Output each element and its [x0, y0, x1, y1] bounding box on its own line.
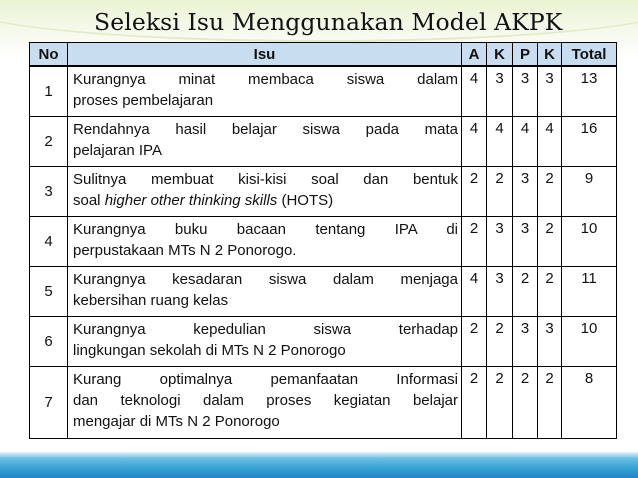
- score-k1: 2: [487, 316, 513, 366]
- score-a: 4: [462, 116, 487, 166]
- issue-text-line: dan teknologi dalam proses kegiatan belajar: [73, 391, 458, 409]
- row-number: 3: [30, 166, 68, 216]
- issue-cell: [68, 366, 462, 438]
- score-p: 3: [513, 316, 538, 366]
- col-header-k1: K: [487, 43, 513, 67]
- akpk-table: [29, 42, 617, 439]
- score-total: 8: [562, 366, 617, 438]
- col-header-no: No: [30, 43, 68, 67]
- score-total: 13: [562, 66, 617, 116]
- issue-text-line: perpustakaan MTs N 2 Ponorogo.: [73, 241, 297, 259]
- issue-text-line: lingkungan sekolah di MTs N 2 Ponorogo: [73, 341, 346, 359]
- score-k2: 2: [538, 166, 562, 216]
- col-header-total: Total: [562, 43, 617, 67]
- score-k1: 3: [487, 66, 513, 116]
- row-number: 2: [30, 116, 68, 166]
- score-k2: 2: [538, 216, 562, 266]
- issue-cell: [68, 116, 462, 166]
- score-a: 2: [462, 166, 487, 216]
- score-k2: 3: [538, 66, 562, 116]
- issue-text-line: Rendahnya hasil belajar siswa pada mata: [73, 120, 458, 138]
- issue-text-line: kebersihan ruang kelas: [73, 291, 229, 309]
- row-number: 4: [30, 216, 68, 266]
- issue-text-line: proses pembelajaran: [73, 92, 214, 109]
- row-number: 7: [30, 366, 68, 438]
- issue-cell: [68, 166, 462, 216]
- table-header-row: [30, 43, 617, 67]
- score-k2: 3: [538, 316, 562, 366]
- score-total: 11: [562, 266, 617, 316]
- issue-text-line: Kurangnya buku bacaan tentang IPA di: [73, 220, 458, 238]
- issue-cell: [68, 266, 462, 316]
- score-a: 2: [462, 316, 487, 366]
- score-total: 10: [562, 316, 617, 366]
- score-p: 4: [513, 116, 538, 166]
- issue-text-line: Kurang optimalnya pemanfaatan Informasi: [73, 370, 458, 388]
- issue-text-line: Sulitnya membuat kisi-kisi soal dan bentuk: [73, 170, 458, 188]
- issue-text-line: Kurangnya kepedulian siswa terhadap: [73, 320, 458, 338]
- score-total: 9: [562, 166, 617, 216]
- score-k2: 4: [538, 116, 562, 166]
- score-k2: 2: [538, 266, 562, 316]
- row-number: 1: [30, 66, 68, 116]
- score-k1: 3: [487, 266, 513, 316]
- score-a: 4: [462, 66, 487, 116]
- col-header-isu: Isu: [68, 43, 462, 67]
- table-row: [30, 366, 617, 438]
- score-p: 3: [513, 216, 538, 266]
- score-k2: 2: [538, 366, 562, 438]
- score-p: 2: [513, 366, 538, 438]
- score-a: 2: [462, 216, 487, 266]
- issue-text-line: mengajar di MTs N 2 Ponorogo: [73, 412, 280, 430]
- issue-text-line: Kurangnya kesadaran siswa dalam menjaga: [73, 270, 458, 288]
- table-row: [30, 266, 617, 316]
- col-header-a: A: [462, 43, 487, 67]
- issue-text-line: pelajaran IPA: [73, 141, 162, 159]
- table-row: [30, 316, 617, 366]
- score-k1: 2: [487, 166, 513, 216]
- score-a: 4: [462, 266, 487, 316]
- score-p: 3: [513, 166, 538, 216]
- score-a: 2: [462, 366, 487, 438]
- issue-text-line: (HOTS): [281, 191, 334, 209]
- table-row: [30, 66, 617, 116]
- slide-title: Seleksi Isu Menggunakan Model AKPK: [94, 8, 563, 36]
- issue-text-italic: higher other thinking skills: [104, 191, 278, 209]
- issue-text-line: soal: [73, 191, 101, 209]
- score-total: 10: [562, 216, 617, 266]
- row-number: 5: [30, 266, 68, 316]
- issue-cell: [68, 216, 462, 266]
- col-header-k2: K: [538, 43, 562, 67]
- bottom-decoration-band: [0, 452, 638, 478]
- score-p: 3: [513, 66, 538, 116]
- score-k1: 3: [487, 216, 513, 266]
- issue-cell: [68, 66, 462, 116]
- score-total: 16: [562, 116, 617, 166]
- table-row: [30, 166, 617, 216]
- issue-cell: [68, 316, 462, 366]
- score-p: 2: [513, 266, 538, 316]
- table-row: [30, 216, 617, 266]
- score-k1: 2: [487, 366, 513, 438]
- row-number: 6: [30, 316, 68, 366]
- score-k1: 4: [487, 116, 513, 166]
- col-header-p: P: [513, 43, 538, 67]
- issue-text-line: Kurangnya minat membaca siswa dalam: [73, 71, 458, 88]
- table-row: [30, 116, 617, 166]
